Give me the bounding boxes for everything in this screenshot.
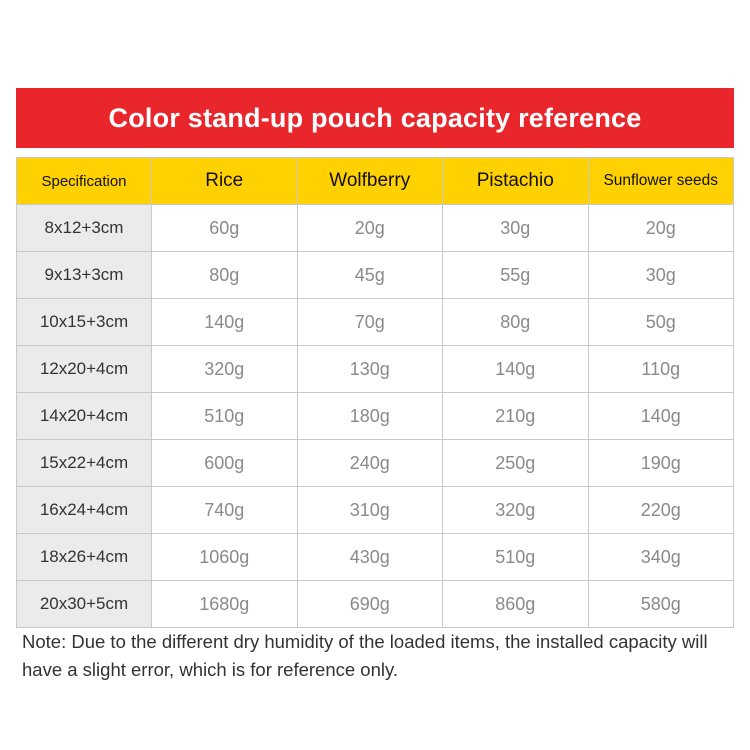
note-text: Note: Due to the different dry humidity of the loaded items, the installed capacity will have a slight error, which is for reference only.: [22, 631, 708, 680]
value-cell-sunflower-seeds: 580g: [588, 581, 734, 628]
value-cell-wolfberry: 130g: [297, 346, 443, 393]
value-cell-pistachio: 250g: [443, 440, 589, 487]
value-cell-wolfberry: 430g: [297, 534, 443, 581]
value-cell-sunflower-seeds: 190g: [588, 440, 734, 487]
value-cell-pistachio: 80g: [443, 299, 589, 346]
capacity-table: [16, 157, 734, 628]
table-row: [17, 205, 734, 252]
spec-cell: 15x22+4cm: [17, 440, 152, 487]
table-header: [17, 158, 734, 205]
spec-cell: 12x20+4cm: [17, 346, 152, 393]
column-header-sunflower-seeds: Sunflower seeds: [588, 158, 734, 205]
value-cell-sunflower-seeds: 220g: [588, 487, 734, 534]
value-cell-rice: 60g: [152, 205, 298, 252]
spec-cell: 14x20+4cm: [17, 393, 152, 440]
value-cell-sunflower-seeds: 50g: [588, 299, 734, 346]
value-cell-pistachio: 210g: [443, 393, 589, 440]
table-row: [17, 487, 734, 534]
spec-cell: 8x12+3cm: [17, 205, 152, 252]
value-cell-pistachio: 320g: [443, 487, 589, 534]
value-cell-sunflower-seeds: 30g: [588, 252, 734, 299]
table-row: [17, 440, 734, 487]
value-cell-pistachio: 510g: [443, 534, 589, 581]
value-cell-rice: 80g: [152, 252, 298, 299]
column-header-pistachio: Pistachio: [443, 158, 589, 205]
banner: [16, 88, 734, 148]
value-cell-pistachio: 860g: [443, 581, 589, 628]
value-cell-sunflower-seeds: 340g: [588, 534, 734, 581]
value-cell-pistachio: 140g: [443, 346, 589, 393]
value-cell-pistachio: 55g: [443, 252, 589, 299]
column-header-wolfberry: Wolfberry: [297, 158, 443, 205]
table-row: [17, 393, 734, 440]
spec-cell: 18x26+4cm: [17, 534, 152, 581]
value-cell-sunflower-seeds: 140g: [588, 393, 734, 440]
value-cell-rice: 140g: [152, 299, 298, 346]
value-cell-wolfberry: 70g: [297, 299, 443, 346]
value-cell-rice: 510g: [152, 393, 298, 440]
value-cell-rice: 600g: [152, 440, 298, 487]
table-row: [17, 534, 734, 581]
value-cell-wolfberry: 310g: [297, 487, 443, 534]
table-row: [17, 299, 734, 346]
table-body: [17, 205, 734, 628]
spec-cell: 20x30+5cm: [17, 581, 152, 628]
column-header-rice: Rice: [152, 158, 298, 205]
value-cell-wolfberry: 240g: [297, 440, 443, 487]
value-cell-rice: 1060g: [152, 534, 298, 581]
table-row: [17, 346, 734, 393]
value-cell-rice: 320g: [152, 346, 298, 393]
value-cell-wolfberry: 45g: [297, 252, 443, 299]
table-row: [17, 581, 734, 628]
value-cell-wolfberry: 180g: [297, 393, 443, 440]
value-cell-sunflower-seeds: 20g: [588, 205, 734, 252]
page-title: Color stand-up pouch capacity reference: [108, 102, 642, 133]
value-cell-rice: 740g: [152, 487, 298, 534]
table-header-row: [17, 158, 734, 205]
spec-cell: 9x13+3cm: [17, 252, 152, 299]
spec-cell: 16x24+4cm: [17, 487, 152, 534]
value-cell-pistachio: 30g: [443, 205, 589, 252]
column-header-specification: Specification: [17, 158, 152, 205]
table-row: [17, 252, 734, 299]
value-cell-wolfberry: 20g: [297, 205, 443, 252]
value-cell-sunflower-seeds: 110g: [588, 346, 734, 393]
value-cell-wolfberry: 690g: [297, 581, 443, 628]
value-cell-rice: 1680g: [152, 581, 298, 628]
spec-cell: 10x15+3cm: [17, 299, 152, 346]
